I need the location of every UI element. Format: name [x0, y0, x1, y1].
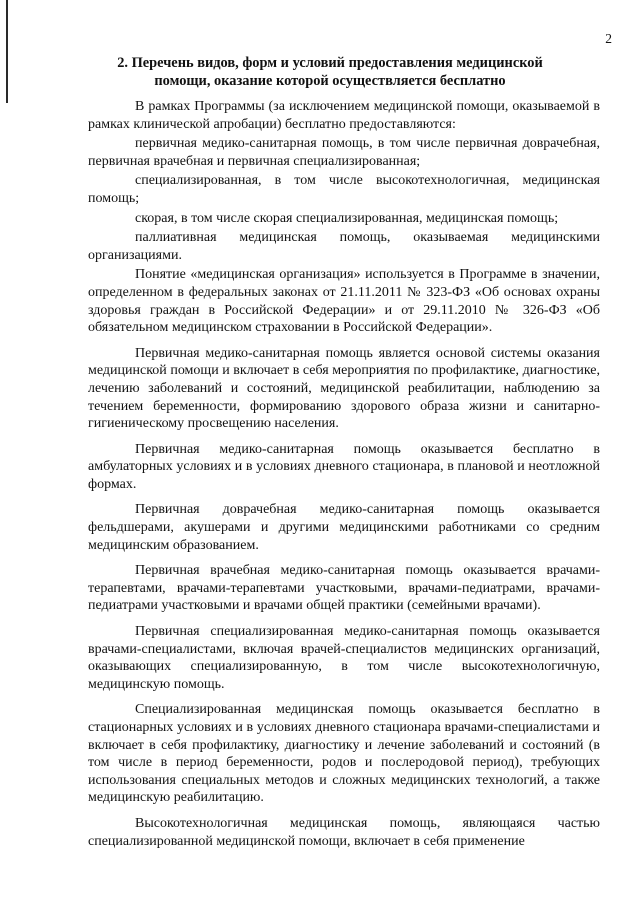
- paragraph-definition: Понятие «медицинская организация» используется в Программе в значении, определенном в федеральных законах от 21.11.2011 № 323-ФЗ «Об основах охраны здоровья граждан в Российской Федерации» и от 29.11.2010 № 326-ФЗ «Об обязательном медицинском страховании в Российской Федерации».: [88, 267, 600, 336]
- paragraph-high-tech-care: Высокотехнологичная медицинская помощь, являющаяся частью специализированной медицинской помощи, включает в себя применение: [88, 815, 600, 849]
- list-item-palliative-care: паллиативная медицинская помощь, оказываемая медицинскими организациями.: [88, 230, 600, 263]
- paragraph-intro: В рамках Программы (за исключением медицинской помощи, оказываемой в рамках клинической апробации) бесплатно предоставляются:: [88, 99, 600, 132]
- section-heading: [40, 54, 620, 90]
- list-item-specialized-care: специализированная, в том числе высокотехнологичная, медицинская помощь;: [88, 173, 600, 206]
- list-item-primary-care: первичная медико-санитарная помощь, в том числе первичная доврачебная, первичная врачебная и первичная специализированная;: [88, 136, 600, 169]
- page-number: 2: [605, 31, 612, 46]
- paragraph-pre-doctor-care: Первичная доврачебная медико-санитарная помощь оказывается фельдшерами, акушерами и другими медицинскими работниками со средним медицинским образованием.: [88, 502, 600, 553]
- paragraph-doctor-care: Первичная врачебная медико-санитарная помощь оказывается врачами-терапевтами, врачами-терапевтами участковыми, врачами-педиатрами, врачами-педиатрами участковыми и врачами общей практики (семейными врачами).: [88, 563, 600, 614]
- document-body: [88, 98, 600, 850]
- margin-line: [6, 0, 8, 103]
- list-item-emergency-care: скорая, в том числе скорая специализированная, медицинская помощь;: [135, 210, 559, 226]
- paragraph-primary-care-basis: Первичная медико-санитарная помощь является основой системы оказания медицинской помощи и включает в себя мероприятия по профилактике, диагностике, лечению заболеваний и состояний, медицинской реабилитации, наблюдению за течением беременности, формированию здорового образа жизни и санитарно-гигиеническому просвещению населения.: [88, 345, 600, 432]
- section-heading-line-1: 2. Перечень видов, форм и условий предоставления медицинской: [117, 55, 543, 71]
- section-heading-line-2: помощи, оказание которой осуществляется бесплатно: [154, 73, 506, 89]
- paragraph-specialist-primary-care: Первичная специализированная медико-санитарная помощь оказывается врачами-специалистами, включая врачей-специалистов медицинских организаций, оказывающих специализированную, в том числе высокотехнологичную, медицинскую помощь.: [88, 624, 600, 692]
- paragraph-primary-care-free: Первичная медико-санитарная помощь оказывается бесплатно в амбулаторных условиях и в условиях дневного стационара, в плановой и неотложной формах.: [88, 441, 600, 492]
- paragraph-specialized-care: Специализированная медицинская помощь оказывается бесплатно в стационарных условиях и в условиях дневного стационара врачами-специалистами и включает в себя профилактику, диагностику и лечение заболеваний и состояний (в том числе в период беременности, родов и послеродовой период), требующих использования специальных методов и сложных медицинских технологий, а также медицинскую реабилитацию.: [88, 702, 600, 806]
